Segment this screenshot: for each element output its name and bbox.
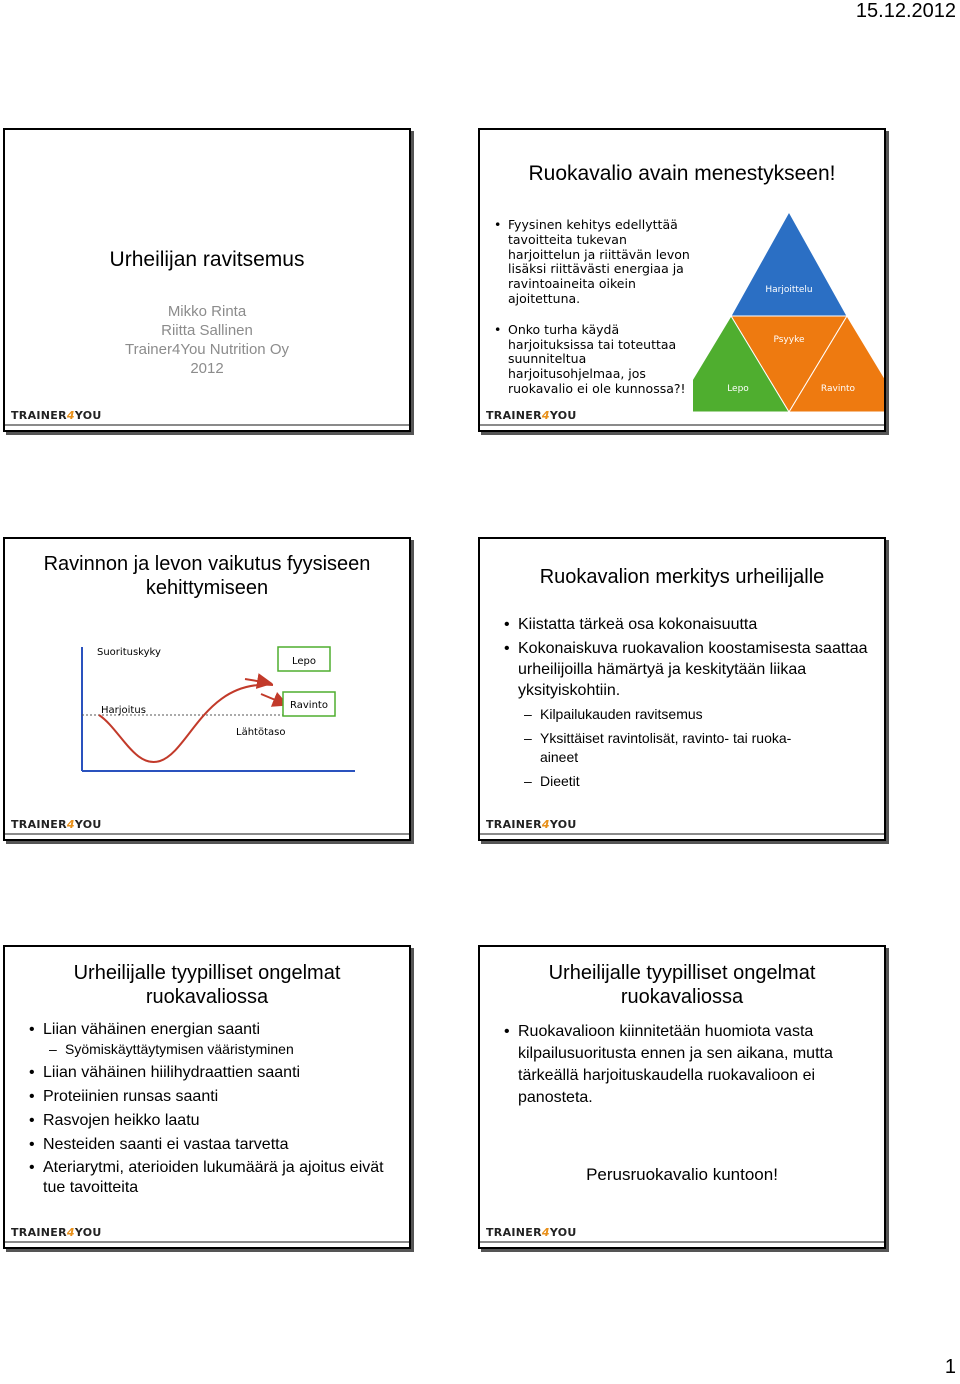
bullet-item: • Kokonaiskuva ruokavalion koostamisesta saattaa urheilijoilla hämärtyä ja keskitytään liikaa yksityiskohtiin. bbox=[502, 638, 872, 701]
pyramid-middle-label: Psyyke bbox=[773, 335, 805, 345]
slide-supercompensation bbox=[3, 537, 411, 841]
author-line: Riitta Sallinen bbox=[161, 322, 253, 339]
author-line: Trainer4You Nutrition Oy bbox=[125, 341, 289, 358]
bullet-list bbox=[502, 1021, 862, 1112]
slide-heading: Ruokavalion merkitys urheilijalle bbox=[539, 566, 825, 588]
trainer4you-logo: TRAINER4YOU bbox=[486, 409, 577, 422]
footer-divider bbox=[480, 1241, 884, 1243]
slide-footer bbox=[480, 817, 884, 839]
bullet-item: • Onko turha käydä harjoituksissa tai toteuttaa suunniteltua harjoitusohjelmaa, jos ruokavalio ei ole kunnossa?! bbox=[492, 323, 702, 397]
footer-divider bbox=[5, 833, 409, 835]
problem-item: • Rasvojen heikko laatu bbox=[27, 1110, 397, 1131]
footer-divider bbox=[5, 1241, 409, 1243]
trainer4you-logo: TRAINER4YOU bbox=[11, 818, 102, 831]
pyramid-top-label: Harjoittelu bbox=[765, 285, 813, 295]
trainer4you-logo: TRAINER4YOU bbox=[486, 818, 577, 831]
pyramid-left-label: Lepo bbox=[727, 384, 749, 394]
slide-footer bbox=[5, 817, 409, 839]
bullet-list bbox=[492, 218, 702, 400]
slide-footer bbox=[480, 1225, 884, 1247]
sub-bullet-item: – Yksittäiset ravintolisät, ravinto- tai ruoka-aineet bbox=[502, 729, 872, 767]
bullet-item: • Kiistatta tärkeä osa kokonaisuutta bbox=[502, 614, 872, 635]
slide-typical-problems bbox=[3, 945, 411, 1249]
problem-item: • Liian vähäinen hiilihydraattien saanti bbox=[27, 1062, 397, 1083]
y-axis-label: Suorituskyky bbox=[97, 647, 161, 658]
training-pyramid bbox=[693, 212, 886, 412]
bullet-item: • Ruokavalioon kiinnitetään huomiota vasta kilpailusuoritusta ennen ja sen aikana, mutta tärkeällä harjoituskaudella ruokavalioon ei panosteta. bbox=[502, 1021, 862, 1109]
slide-typical-problems-2 bbox=[478, 945, 886, 1249]
trainer4you-logo: TRAINER4YOU bbox=[11, 1226, 102, 1239]
trainer4you-logo: TRAINER4YOU bbox=[11, 409, 102, 422]
slide-footer bbox=[5, 1225, 409, 1247]
slide-title-heading: Urheilijan ravitsemus bbox=[109, 248, 305, 271]
ravinto-arrow bbox=[261, 694, 285, 704]
training-label: Harjoitus bbox=[101, 705, 146, 716]
slide-diet-importance bbox=[478, 537, 886, 841]
print-date: 15.12.2012 bbox=[855, 0, 956, 22]
slide-footer bbox=[5, 408, 409, 430]
slide-footer bbox=[480, 408, 884, 430]
problem-item: • Proteiinien runsas saanti bbox=[27, 1086, 397, 1107]
nutrition-label: Ravinto bbox=[290, 700, 328, 711]
pyramid-top-segment bbox=[731, 212, 847, 316]
problem-item: • Ateriarytmi, aterioiden lukumäärä ja ajoitus eivät tue tavoitteita bbox=[27, 1158, 397, 1198]
slide-heading: Urheilijalle tyypilliset ongelmat ruokavaliossa bbox=[73, 962, 341, 1008]
lepo-arrow bbox=[245, 679, 269, 683]
trainer4you-logo: TRAINER4YOU bbox=[486, 1226, 577, 1239]
bullet-list bbox=[502, 614, 872, 794]
problem-item: • Nesteiden saanti ei vastaa tarvetta bbox=[27, 1134, 397, 1155]
slide-heading: Urheilijalle tyypilliset ongelmat ruokavaliossa bbox=[548, 962, 816, 1008]
pyramid-right-label: Ravinto bbox=[820, 384, 856, 394]
footer-divider bbox=[5, 424, 409, 426]
slide-heading: Ravinnon ja levon vaikutus fyysiseen kehittymiseen bbox=[43, 553, 371, 599]
sub-bullet-item: – Kilpailukauden ravitsemus bbox=[502, 705, 872, 724]
bullet-item: • Fyysinen kehitys edellyttää tavoitteita tukevan harjoittelun ja riittävän levon lisäksi riittävästi energiaa ja ravintoaineita oikein ajoitettuna. bbox=[492, 218, 702, 307]
performance-curve-diagram bbox=[5, 539, 409, 819]
slide-heading: Ruokavalio avain menestykseen! bbox=[528, 162, 836, 185]
slide-title bbox=[3, 128, 411, 432]
footer-divider bbox=[480, 833, 884, 835]
problem-sub-item: – Syömiskäyttäytymisen vääristyminen bbox=[27, 1040, 397, 1059]
sub-bullet-item: – Dieetit bbox=[502, 772, 872, 791]
author-block bbox=[5, 302, 409, 378]
performance-curve bbox=[99, 685, 273, 762]
author-line: 2012 bbox=[190, 360, 224, 377]
problem-list bbox=[27, 1019, 397, 1201]
footer-divider bbox=[480, 424, 884, 426]
baseline-label: Lähtötaso bbox=[236, 727, 286, 738]
rest-label: Lepo bbox=[291, 656, 317, 667]
problem-item: • Liian vähäinen energian saanti bbox=[27, 1019, 397, 1040]
slide-key-to-success bbox=[478, 128, 886, 432]
page-number: 1 bbox=[944, 1356, 956, 1378]
closing-statement: Perusruokavalio kuntoon! bbox=[586, 1165, 778, 1184]
author-line: Mikko Rinta bbox=[167, 303, 247, 320]
